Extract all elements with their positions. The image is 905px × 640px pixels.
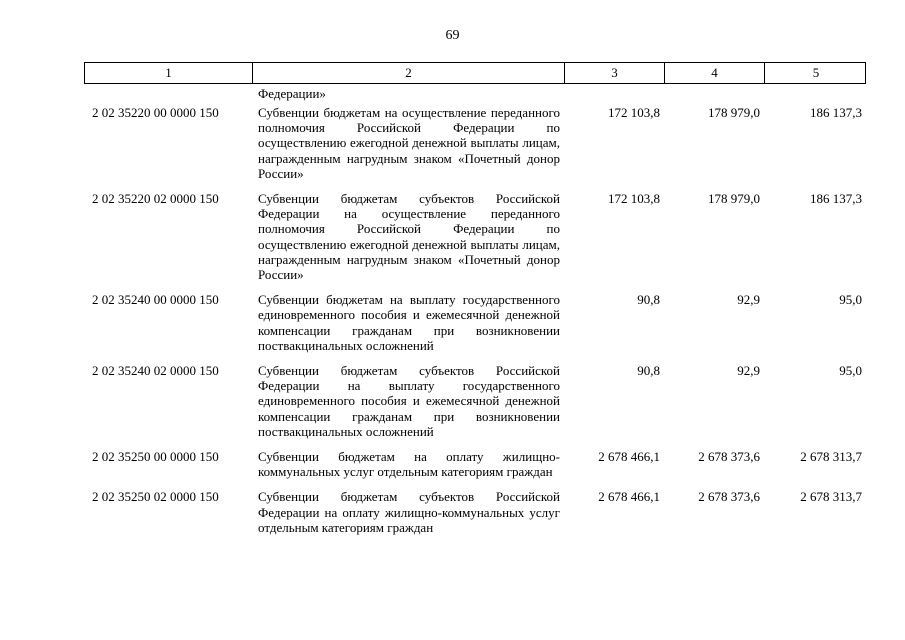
- table-row: [84, 489, 866, 535]
- table-row: [84, 105, 866, 181]
- value-col-3: 2 678 466,1: [598, 489, 660, 505]
- budget-code: 2 02 35250 00 0000 150: [92, 449, 219, 465]
- header-col-1: 1: [85, 63, 253, 83]
- item-name: Субвенции бюджетам на выплату государственного единовременного пособия и ежемесячной денежной компенсации гражданам при возникновении поствакцинальных осложнений: [258, 292, 560, 353]
- value-col-3: 90,8: [637, 363, 660, 379]
- table-row: [84, 191, 866, 282]
- item-name: Субвенции бюджетам на осуществление переданного полномочия Российской Федерации по осуществлению ежегодной денежной выплаты лицам, награжденным нагрудным знаком «Почетный донор России»: [258, 105, 560, 181]
- value-col-3: 2 678 466,1: [598, 449, 660, 465]
- table-row: [84, 363, 866, 439]
- table-body: [84, 105, 866, 545]
- value-col-5: 2 678 313,7: [800, 489, 862, 505]
- item-name: Субвенции бюджетам субъектов Российской Федерации на выплату государственного единовременного пособия и ежемесячной денежной компенсации гражданам при возникновении поствакцинальных осложнений: [258, 363, 560, 439]
- budget-code: 2 02 35250 02 0000 150: [92, 489, 219, 505]
- value-col-5: 186 137,3: [810, 191, 862, 207]
- value-col-4: 178 979,0: [708, 191, 760, 207]
- value-col-3: 90,8: [637, 292, 660, 308]
- value-col-4: 92,9: [737, 292, 760, 308]
- header-col-2: 2: [253, 63, 565, 83]
- value-col-4: 178 979,0: [708, 105, 760, 120]
- value-col-4: 2 678 373,6: [698, 449, 760, 465]
- item-name: Субвенции бюджетам на оплату жилищно-коммунальных услуг отдельным категориям граждан: [258, 449, 560, 480]
- item-name: Субвенции бюджетам субъектов Российской Федерации на осуществление переданного полномочия Российской Федерации по осуществлению ежегодной денежной выплаты лицам, награжденным нагрудным знаком «Почетный донор России»: [258, 191, 560, 283]
- value-col-5: 95,0: [839, 292, 862, 308]
- budget-code: 2 02 35220 02 0000 150: [92, 191, 219, 207]
- header-col-3: 3: [565, 63, 665, 83]
- value-col-4: 2 678 373,6: [698, 489, 760, 505]
- value-col-5: 186 137,3: [810, 105, 862, 120]
- table-row: [84, 449, 866, 479]
- page-number: 69: [445, 28, 460, 43]
- table-row: [84, 292, 866, 353]
- table-header: [84, 62, 866, 84]
- item-name: Субвенции бюджетам субъектов Российской Федерации на оплату жилищно-коммунальных услуг отдельным категориям граждан: [258, 489, 560, 535]
- value-col-4: 92,9: [737, 363, 760, 379]
- budget-code: 2 02 35240 00 0000 150: [92, 292, 219, 308]
- continuation-text: Федерации»: [258, 86, 326, 101]
- value-col-5: 2 678 313,7: [800, 449, 862, 465]
- value-col-5: 95,0: [839, 363, 862, 379]
- budget-code: 2 02 35220 00 0000 150: [92, 105, 219, 120]
- header-col-4: 4: [665, 63, 765, 83]
- header-col-5: 5: [812, 65, 820, 80]
- value-col-3: 172 103,8: [608, 191, 660, 207]
- value-col-3: 172 103,8: [608, 105, 660, 120]
- budget-code: 2 02 35240 02 0000 150: [92, 363, 219, 379]
